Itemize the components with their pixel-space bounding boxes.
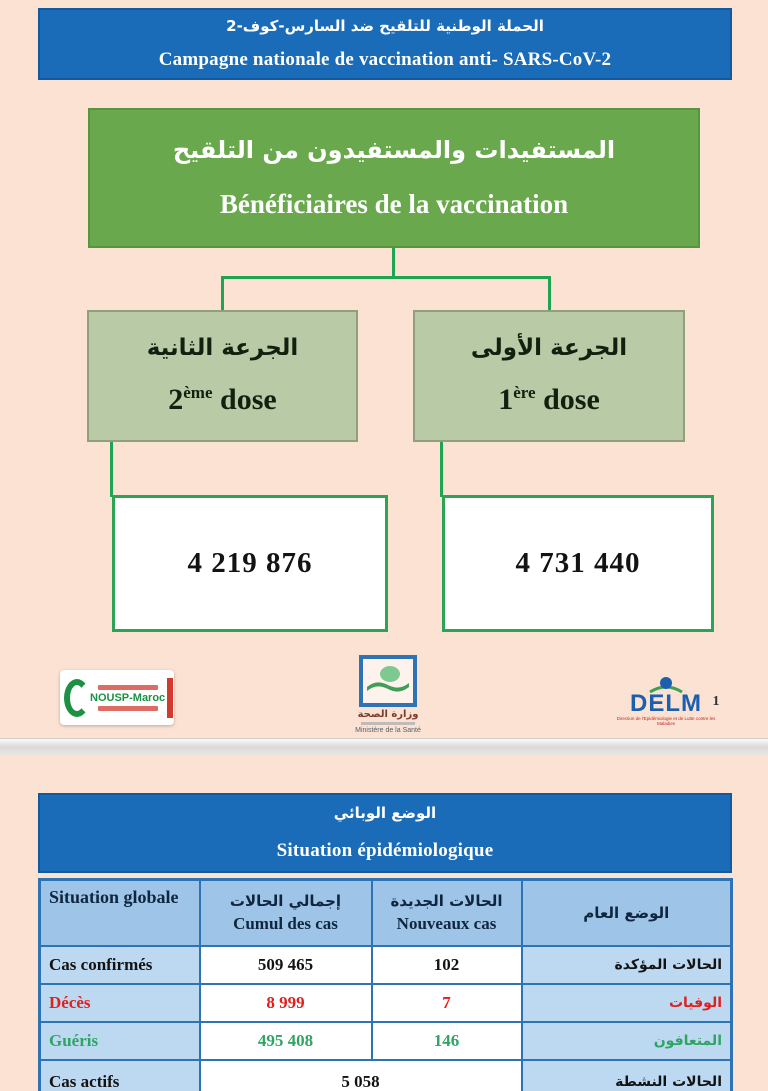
beneficiaries-box xyxy=(88,108,700,248)
row-label-french: Décès xyxy=(40,984,200,1022)
connector-line xyxy=(548,276,551,312)
first-dose-count: 4 731 440 xyxy=(442,495,714,632)
second-dose-box xyxy=(87,310,358,442)
row-label-arabic: المتعافون xyxy=(522,1022,732,1060)
epidemiology-table xyxy=(38,878,733,1091)
second-dose-label-arabic: الجرعة الثانية xyxy=(146,334,299,361)
first-dose-label-french: 1ère dose xyxy=(498,383,600,417)
delm-subtitle: Direction de l'Epidémiologie et de Lutte contre les Maladies xyxy=(616,716,716,726)
ministry-emblem-icon xyxy=(359,655,417,707)
table-row-active xyxy=(40,1060,732,1091)
page-separator xyxy=(0,738,768,757)
connector-line xyxy=(110,440,113,497)
row-label-french: Cas confirmés xyxy=(40,946,200,984)
situation-title-arabic: الوضع الوبائي xyxy=(333,804,437,822)
header-nouveaux: الحالات الجديدة Nouveaux cas xyxy=(372,880,522,946)
connector-line xyxy=(440,440,443,497)
situation-banner xyxy=(38,793,732,873)
row-label-arabic: الحالات النشطة xyxy=(522,1060,732,1091)
connector-line xyxy=(221,276,224,312)
nousp-label: NOUSP-Maroc xyxy=(90,691,166,704)
new-deaths-value: 7 xyxy=(372,984,522,1022)
table-row-recovered xyxy=(40,1022,732,1060)
ministry-of-health-logo xyxy=(336,655,440,741)
connector-line xyxy=(392,248,395,278)
table-row-confirmed xyxy=(40,946,732,984)
header-cumul: إجمالي الحالات Cumul des cas xyxy=(200,880,372,946)
active-cases-value: 5 058 xyxy=(200,1060,522,1091)
delm-wordmark: DELM xyxy=(630,690,702,717)
first-dose-box xyxy=(413,310,685,442)
connector-line xyxy=(221,276,551,279)
ministry-name-french: Ministère de la Santé xyxy=(355,727,421,734)
second-dose-label-french: 2ème dose xyxy=(168,383,277,417)
table-row-deaths xyxy=(40,984,732,1022)
row-label-french: Cas actifs xyxy=(40,1060,200,1091)
logo-decor-line xyxy=(98,685,158,690)
cumulative-deaths-value: 8 999 xyxy=(200,984,372,1022)
logo-decor-bar xyxy=(167,678,173,718)
nousp-maroc-logo xyxy=(60,670,174,725)
campaign-title-arabic: الحملة الوطنية للتلقيح ضد السارس-كوف-2 xyxy=(226,17,544,35)
cumulative-recovered-value: 495 408 xyxy=(200,1022,372,1060)
first-dose-label-arabic: الجرعة الأولى xyxy=(470,334,628,361)
beneficiaries-title-arabic: المستفيدات والمستفيدون من التلقيح xyxy=(172,135,616,164)
header-situation-globale: Situation globale xyxy=(40,880,200,946)
new-cases-value: 102 xyxy=(372,946,522,984)
second-dose-count: 4 219 876 xyxy=(112,495,388,632)
slide-page-2 xyxy=(0,756,768,1091)
header-situation-generale: الوضع العام xyxy=(522,880,732,946)
campaign-banner xyxy=(38,8,732,80)
row-label-french: Guéris xyxy=(40,1022,200,1060)
situation-title-french: Situation épidémiologique xyxy=(276,840,494,861)
row-label-arabic: الحالات المؤكدة xyxy=(522,946,732,984)
crescent-icon xyxy=(64,679,90,717)
campaign-title-french: Campagne nationale de vaccination anti- SARS-CoV-2 xyxy=(158,49,612,70)
logo-decor-line xyxy=(361,722,415,725)
beneficiaries-title-french: Bénéficiaires de la vaccination xyxy=(219,189,569,220)
ministry-name-arabic: وزارة الصحة xyxy=(357,709,419,720)
new-recovered-value: 146 xyxy=(372,1022,522,1060)
cumulative-cases-value: 509 465 xyxy=(200,946,372,984)
page-number: 1 xyxy=(712,694,720,709)
row-label-arabic: الوفيات xyxy=(522,984,732,1022)
logo-decor-line xyxy=(98,706,158,711)
table-header-row xyxy=(40,880,732,946)
